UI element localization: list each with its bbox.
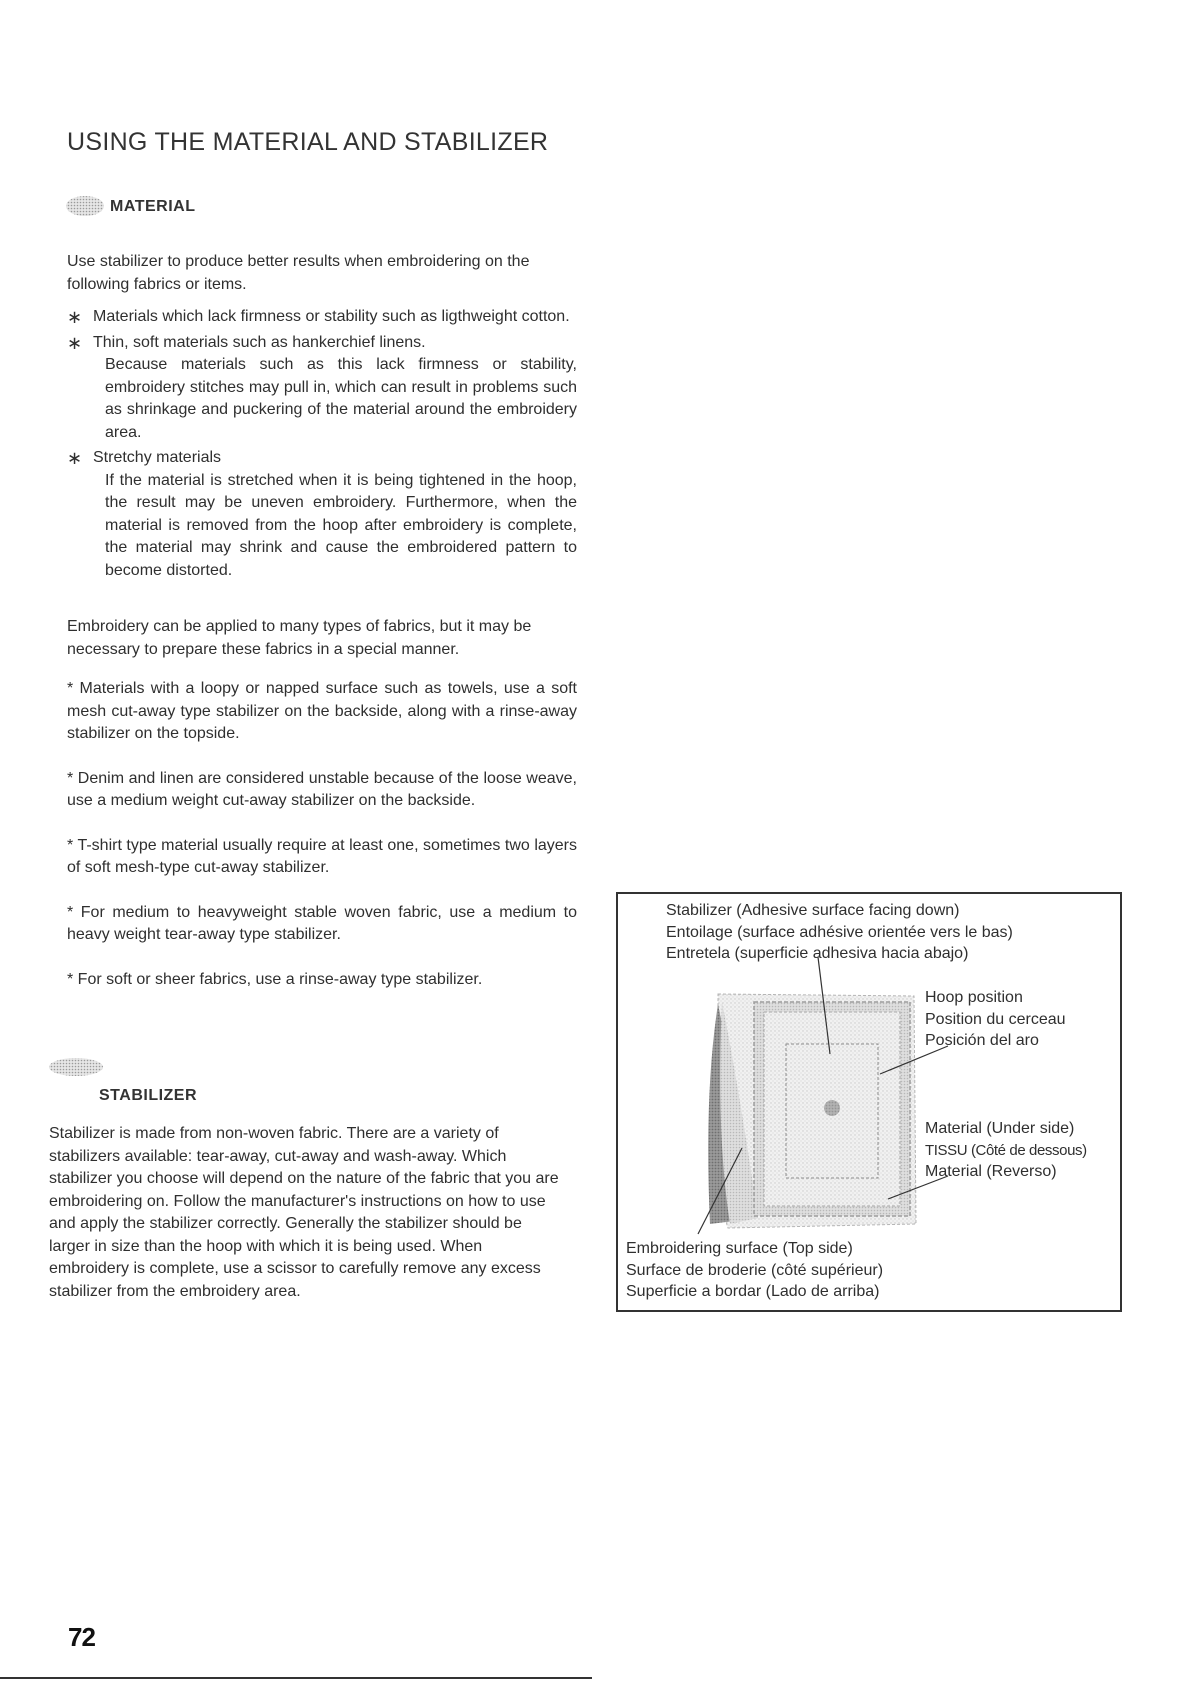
- note-paragraph: * Denim and linen are considered unstable because of the loose weave, use a medium weight cut-away stabilizer on the backside.: [67, 769, 577, 809]
- embroidery-paragraph: Embroidery can be applied to many types of fabrics, but it may be necessary to prepare these fabrics in a special manner.: [67, 618, 532, 658]
- page-title: USING THE MATERIAL AND STABILIZER: [67, 128, 549, 156]
- list-item: [67, 306, 577, 329]
- embroidery-area: [786, 1044, 878, 1178]
- stabilizer-heading: STABILIZER: [99, 1087, 198, 1104]
- bullet-text: Materials which lack firmness or stability such as ligthweight cotton.: [93, 308, 570, 325]
- hoop-position-label: Hoop position Position du cerceau Posición del aro: [925, 989, 1066, 1049]
- material-notes: [67, 678, 577, 1013]
- material-underside-label: Material (Under side) TISSU (Côté de dessous) Material (Reverso): [925, 1120, 1087, 1180]
- asterisk-icon: ∗: [67, 307, 83, 327]
- section-bullet-icon: [47, 1056, 105, 1078]
- list-item: [67, 332, 577, 445]
- bullet-text: Stretchy materials: [93, 449, 222, 466]
- asterisk-icon: ∗: [67, 448, 83, 468]
- material-bullet-list: [67, 306, 577, 585]
- note-paragraph: * For medium to heavyweight stable woven fabric, use a medium to heavy weight tear-away type stabilizer.: [67, 903, 577, 943]
- hoop-diagram-figure: [616, 892, 1122, 1312]
- bullet-text: Thin, soft materials such as hankerchief linens.: [93, 333, 426, 351]
- note-paragraph: * T-shirt type material usually require at least one, sometimes two layers of soft mesh-type cut-away stabilizer.: [67, 836, 577, 876]
- embroidering-surface-label: Embroidering surface (Top side) Surface de broderie (côté supérieur) Superficie a bordar (Lado de arriba): [626, 1240, 884, 1300]
- material-intro: Use stabilizer to produce better results when embroidering on the following fabrics or items.: [67, 253, 530, 293]
- stabilizer-label: Stabilizer (Adhesive surface facing down) Entoilage (surface adhésive orientée vers le bas) Entretela (superficie adhesiva hacia abajo): [666, 902, 1013, 962]
- bullet-subtext: Because materials such as this lack firmness or stability, embroidery stitches may pull in, which can result in problems such as shrinkage and puckering of the material around the embroidery area.: [105, 356, 577, 441]
- list-item: [67, 447, 577, 582]
- stabilizer-paragraph: Stabilizer is made from non-woven fabric. There are a variety of stabilizers available: tear-away, cut-away and wash-away. Which stabilizer you choose will depend on the nature of the fabric that you are embroidering on. Follow the manufacturer's instructions on how to use and apply the stabilizer correctly. Generally the stabilizer should be larger in size than the hoop with which it is being used. When embroidery is complete, use a scissor to carefully remove any excess stabilizer from the embroidery area.: [49, 1125, 559, 1300]
- note-paragraph: * For soft or sheer fabrics, use a rinse-away type stabilizer.: [67, 970, 483, 988]
- note-paragraph: * Materials with a loopy or napped surface such as towels, use a soft mesh cut-away type stabilizer on the backside, along with a rinse-away stabilizer on the topside.: [67, 680, 577, 742]
- section-bullet-icon: [64, 195, 106, 217]
- material-heading: MATERIAL: [110, 198, 196, 215]
- footer-rule: [0, 1677, 592, 1679]
- page-number: 72: [68, 1622, 95, 1652]
- hoop-illustration: [618, 894, 1120, 1310]
- asterisk-icon: ∗: [67, 332, 83, 353]
- bullet-subtext: If the material is stretched when it is being tightened in the hoop, the result may be uneven embroidery. Furthermore, when the material is removed from the hoop after embroidery is complete, the material may shrink and cause the embroidered pattern to become distorted.: [105, 471, 577, 579]
